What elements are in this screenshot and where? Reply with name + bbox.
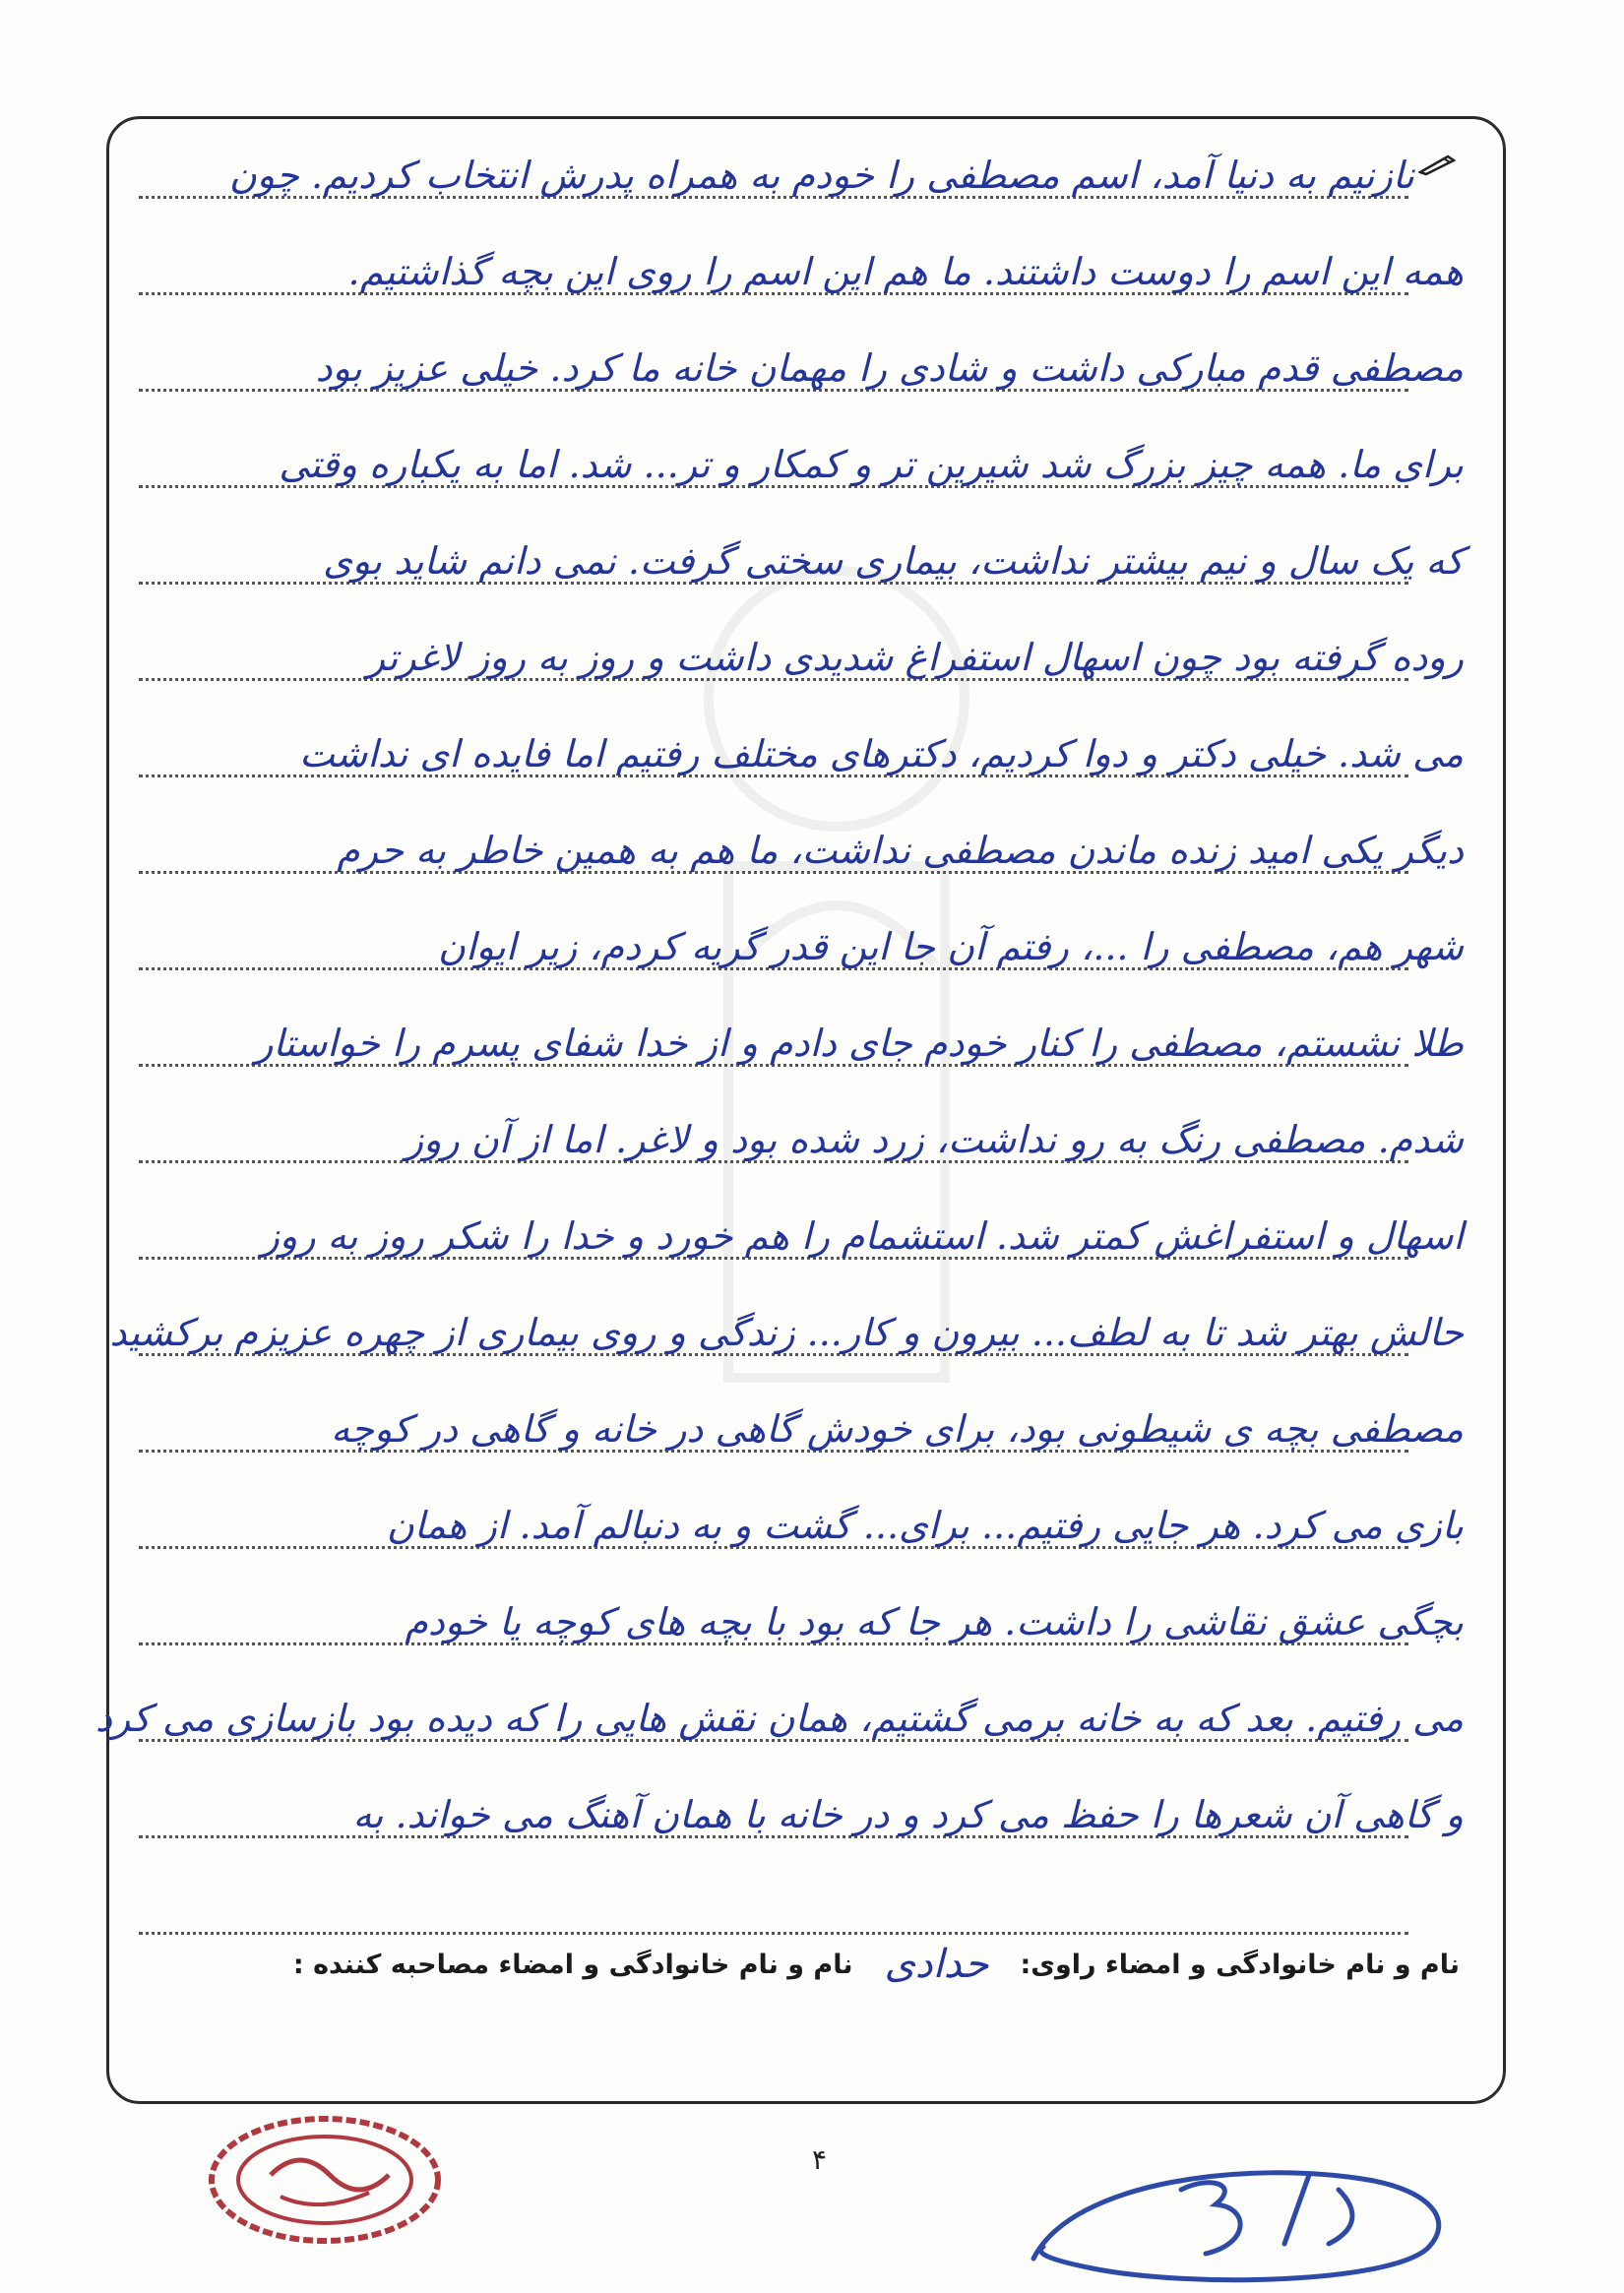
handwritten-line: اسهال و استفراغش کمتر شد. استشمام را هم خورد و خدا را شکر روز به روز xyxy=(261,1214,1464,1258)
handwritten-line: می رفتیم. بعد که به خانه برمی گشتیم، همان نقش هایی را که دیده بود بازسازی می کرد xyxy=(94,1697,1464,1740)
handwritten-line: مصطفی بچه ی شیطونی بود، برای خودش گاهی در خانه و گاهی در کوچه xyxy=(331,1407,1464,1451)
handwritten-line: که یک سال و نیم بیشتر نداشت، بیماری سختی گرفت. نمی دانم شاید بوی xyxy=(323,539,1464,583)
handwritten-line: می شد. خیلی دکتر و دوا کردیم، دکترهای مختلف رفتیم اما فایده ای نداشت xyxy=(299,732,1464,775)
handwritten-line: مصطفی قدم مبارکی داشت و شادی را مهمان خانه ما کرد. خیلی عزیز بود xyxy=(315,346,1464,390)
handwritten-line: دیگر یکی امید زنده ماندن مصطفی نداشت، ما هم به همین خاطر به حرم xyxy=(337,829,1464,872)
interviewer-label: نام و نام خانوادگی و امضاء راوی: xyxy=(1020,1949,1460,1980)
handwritten-line: همه این اسم را دوست داشتند. ما هم این اسم را روی این بچه گذاشتیم. xyxy=(347,250,1464,293)
interviewer-signature: حدادی xyxy=(884,1942,989,1987)
handwritten-line: و گاهی آن شعرها را حفظ می کرد و در خانه با همان آهنگ می خواند. به xyxy=(352,1793,1464,1836)
stamp-seal xyxy=(202,2106,448,2254)
page-number: ۴ xyxy=(812,2143,828,2176)
signature-footer xyxy=(149,1930,1460,1999)
form-frame xyxy=(94,116,1506,2104)
handwritten-line: طلا نشستم، مصطفی را کنار خودم جای دادم و از خدا شفای پسرم را خواستار xyxy=(255,1022,1464,1065)
handwritten-line: شهر هم، مصطفی را ...، رفتم آن جا این قدر گریه کردم، زیر ایوان xyxy=(438,925,1464,968)
handwritten-signature xyxy=(1014,2121,1467,2293)
handwritten-line: بازی می کرد. هر جایی رفتیم... برای... گشت و به دنبالم آمد. از همان xyxy=(386,1504,1464,1547)
handwritten-line: برای ما. همه چیز بزرگ شد شیرین تر و کمکار و تر... شد. اما به یکباره وقتی xyxy=(279,443,1464,486)
handwritten-line: حالش بهتر شد تا به لطف... بیرون و کار... زندگی و روی بیماری از چهره عزیزم برکشید xyxy=(109,1311,1464,1354)
handwritten-line: شدم. مصطفی رنگ به رو نداشت، زرد شده بود و لاغر. اما از آن روز xyxy=(405,1118,1464,1161)
narrator-label: نام و نام خانوادگی و امضاء مصاحبه کننده : xyxy=(292,1949,853,1980)
handwritten-line: بچگی عشق نقاشی را داشت. هر جا که بود با بچه های کوچه یا خودم xyxy=(405,1600,1464,1643)
handwritten-line: نازنیم به دنیا آمد، اسم مصطفی را خودم به همراه پدرش انتخاب کردیم. چون xyxy=(228,154,1414,197)
handwritten-line: روده گرفته بود چون اسهال استفراغ شدیدی داشت و روز به روز لاغرتر xyxy=(366,636,1464,679)
